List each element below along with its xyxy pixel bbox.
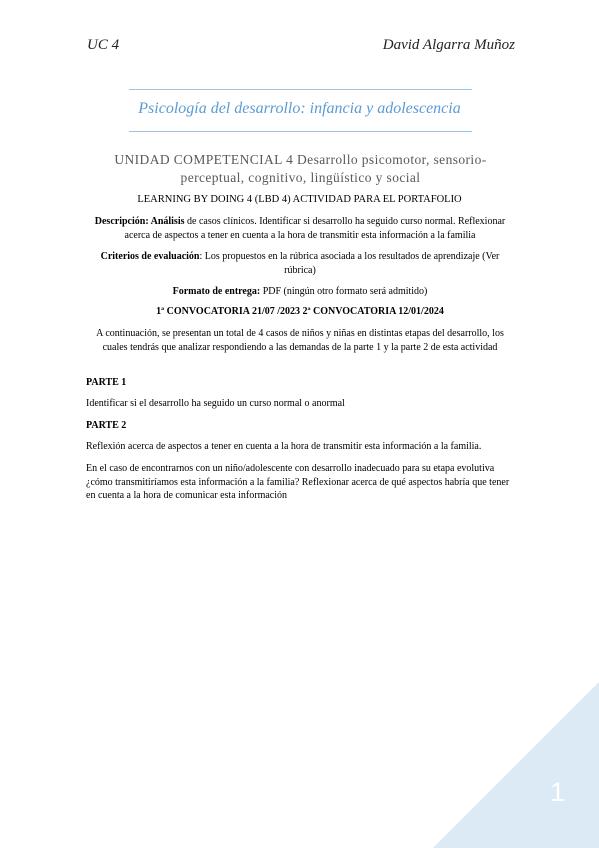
parte1-heading: PARTE 1 <box>86 377 127 388</box>
parte2-text2: En el caso de encontrarnos con un niño/adolescente con desarrollo inadecuado para su etapa evolutiva ¿cómo transmitiríamos esta información a la familia? Reflexionar acerca de qué aspectos habría que tener en cuenta a la hora de comunicar esta información <box>86 463 510 501</box>
corner-decoration <box>433 682 599 848</box>
activity-title: LEARNING BY DOING 4 (LBD 4) ACTIVIDAD PARA EL PORTAFOLIO <box>137 194 462 205</box>
parte2-heading: PARTE 2 <box>86 420 127 431</box>
criterios-label: Criterios de evaluación <box>100 251 200 262</box>
intro-paragraph: A continuación, se presentan un total de 4 casos de niños y niñas en distintas etapas del desarrollo, los cuales tendrás que analizar respondiendo a las demandas de la parte 1 y la parte 2 de esta actividad <box>96 328 504 353</box>
parte1-text: Identificar si el desarrollo ha seguido un curso normal o anormal <box>86 398 345 409</box>
header-author: David Algarra Muñoz <box>382 37 515 53</box>
formato-label: Formato de entrega: <box>172 286 261 297</box>
unit-title: UNIDAD COMPETENCIAL 4 Desarrollo psicomotor, sensorio-perceptual, cognitivo, lingüístico y social <box>114 152 487 185</box>
convocatorias: 1ª CONVOCATORIA 21/07 /2023 2ª CONVOCATORIA 12/01/2024 <box>156 306 444 317</box>
subject-title: Psicología del desarrollo: infancia y adolescencia <box>138 100 461 117</box>
descripcion-text: de casos clínicos. Identificar si desarrollo ha seguido curso normal. Reflexionar acerca de aspectos a tener en cuenta a la hora de transmitir esta información a la familia <box>124 216 506 241</box>
formato-paragraph <box>86 285 514 299</box>
formato-text: PDF (ningún otro formato será admitido) <box>260 286 428 297</box>
descripcion-paragraph <box>86 215 514 242</box>
parte2-text1: Reflexión acerca de aspectos a tener en cuenta a la hora de transmitir esta información a la familia. <box>86 441 482 452</box>
criterios-paragraph <box>86 250 514 277</box>
descripcion-label: Descripción: Análisis <box>94 216 185 227</box>
divider-top <box>129 89 472 90</box>
criterios-text: : Los propuestos en la rúbrica asociada a los resultados de aprendizaje (Ver rúbrica) <box>199 251 500 276</box>
divider-bottom <box>129 131 472 132</box>
header-unit: UC 4 <box>87 37 120 53</box>
page-number: 1 <box>549 777 565 807</box>
